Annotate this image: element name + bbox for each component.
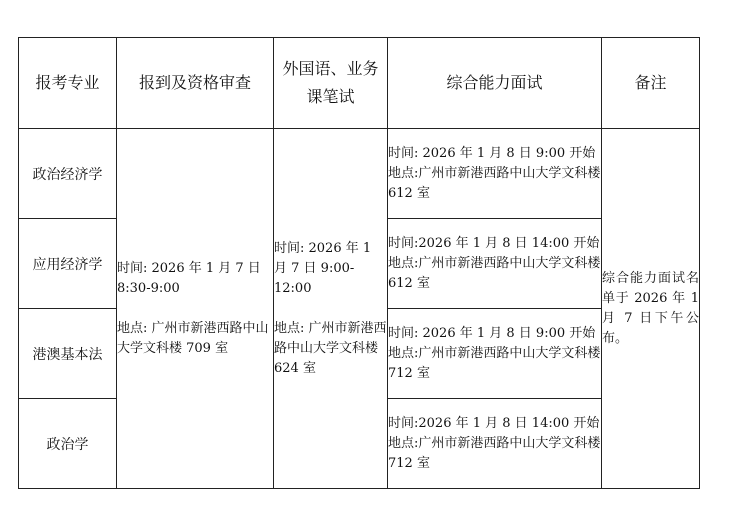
interview-cell [388,309,602,399]
major-cell: 港澳基本法 [19,309,117,399]
major-cell: 政治经济学 [19,129,117,219]
interview-cell [388,399,602,489]
major-cell: 应用经济学 [19,219,117,309]
interview-time: 时间:2026 年 1 月 8 日 14:00 开始 [388,415,600,431]
written-exam-place: 地点: 广州市新港西路中山大学文科楼 624 室 [274,320,387,376]
header-major: 报考专业 [19,38,117,129]
check-in-cell [117,129,274,489]
header-row [19,38,700,129]
interview-cell [388,129,602,219]
interview-place: 地点:广州市新港西路中山大学文科楼 712 室 [388,345,601,381]
interview-time: 时间:2026 年 1 月 8 日 14:00 开始 [388,235,600,251]
written-exam-cell [274,129,388,489]
check-in-place: 地点: 广州市新港西路中山大学文科楼 709 室 [117,320,269,356]
check-in-time: 时间: 2026 年 1 月 7 日 8:30-9:00 [117,260,261,296]
interview-time: 时间: 2026 年 1 月 8 日 9:00 开始 [388,325,596,341]
header-check-in: 报到及资格审查 [117,38,274,129]
interview-cell [388,219,602,309]
table-row [19,129,700,219]
interview-place: 地点:广州市新港西路中山大学文科楼 612 室 [388,255,601,291]
schedule-table [18,37,700,489]
written-exam-time: 时间: 2026 年 1 月 7 日 9:00-12:00 [274,240,372,296]
interview-time: 时间: 2026 年 1 月 8 日 9:00 开始 [388,145,596,161]
note-cell: 综合能力面试名单于 2026 年 1 月 7 日下午公布。 [602,129,700,489]
header-note: 备注 [602,38,700,129]
header-interview: 综合能力面试 [388,38,602,129]
interview-place: 地点:广州市新港西路中山大学文科楼 712 室 [388,435,601,471]
header-written-exam: 外国语、业务课笔试 [274,38,388,129]
major-cell: 政治学 [19,399,117,489]
interview-place: 地点:广州市新港西路中山大学文科楼 612 室 [388,165,601,201]
